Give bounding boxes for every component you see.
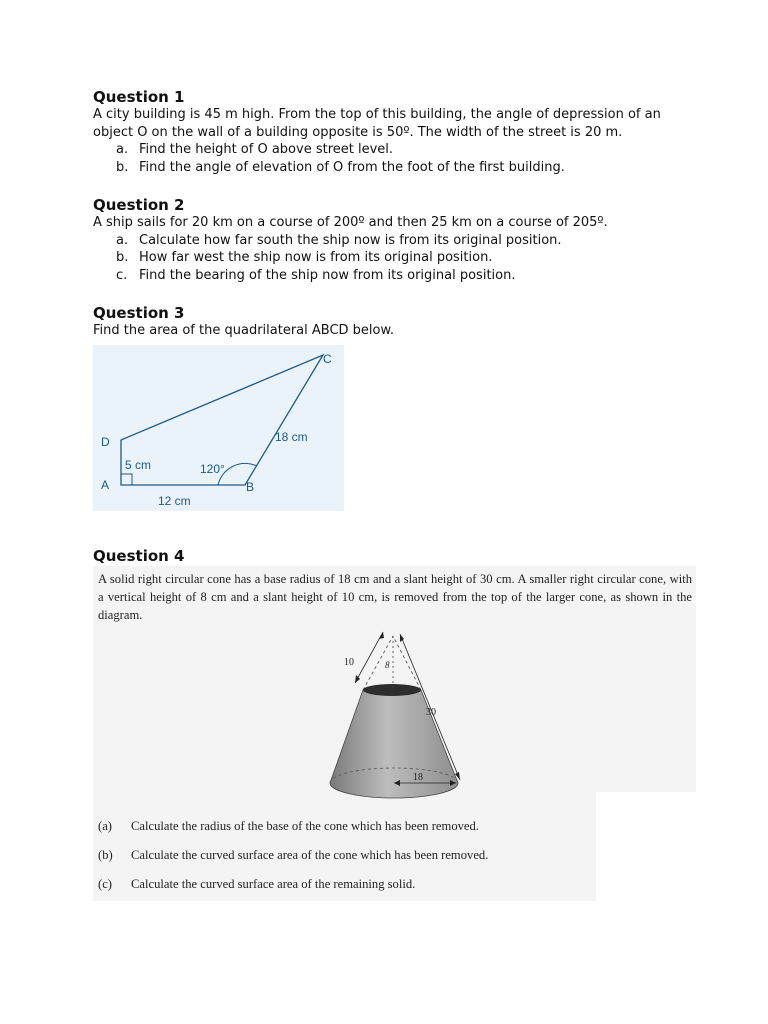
part-text: Find the bearing of the ship now from its original position. <box>139 267 516 283</box>
question-4-title: Question 4 <box>93 547 185 565</box>
question-1 <box>93 88 693 176</box>
question-1-title: Question 1 <box>93 88 185 106</box>
arrow-head <box>400 634 404 642</box>
vertex-label-d: D <box>101 435 110 449</box>
label-radius: 18 <box>413 772 423 783</box>
part-text: Calculate the curved surface area of the remaining solid. <box>131 877 416 891</box>
question-4-part-b <box>98 848 488 863</box>
quadrilateral-figure <box>93 345 344 511</box>
question-2-part-a <box>93 232 693 250</box>
side-label-bc: 18 cm <box>275 430 308 444</box>
right-angle-marker <box>121 474 132 485</box>
part-label: c. <box>116 267 128 283</box>
part-label: a. <box>116 142 129 157</box>
part-label: (a) <box>98 819 112 833</box>
part-label: a. <box>116 232 129 248</box>
frustum-body <box>330 690 458 798</box>
side-label-ab: 12 cm <box>158 494 191 508</box>
question-3-title: Question 3 <box>93 304 185 322</box>
question-4 <box>93 547 693 565</box>
part-text: Find the angle of elevation of O from the foot of the first building. <box>139 159 565 175</box>
cone-diagram <box>323 628 473 803</box>
part-label: (b) <box>98 848 113 862</box>
question-2-title: Question 2 <box>93 196 185 214</box>
quadrilateral-diagram <box>93 345 344 511</box>
question-4-part-c <box>98 877 415 892</box>
angle-label-b: 120° <box>200 462 225 476</box>
label-big-slant: 30 <box>426 707 436 718</box>
part-label: (c) <box>98 877 112 891</box>
part-text: Calculate the radius of the base of the cone which has been removed. <box>131 819 479 833</box>
question-2-part-b <box>93 249 693 267</box>
cut-top-face <box>363 684 421 696</box>
question-1-part-a <box>93 141 693 159</box>
question-2 <box>93 196 693 284</box>
question-4-intro: A solid right circular cone has a base radius of 18 cm and a slant height of 30 cm. A smaller right circular cone, with a vertical height of 8 cm and a slant height of 10 cm, is removed from the top of the larger cone, as shown in the diagram. <box>98 572 692 622</box>
vertex-label-a: A <box>101 478 110 492</box>
vertex-label-c: C <box>323 352 332 366</box>
question-1-part-b <box>93 159 693 177</box>
part-label: b. <box>116 159 129 175</box>
label-small-slant: 10 <box>344 657 354 668</box>
arrow-head <box>379 632 384 639</box>
removed-cone-edge-right <box>393 636 421 690</box>
part-label: b. <box>116 250 129 265</box>
question-3 <box>93 304 693 340</box>
question-3-text: Find the area of the quadrilateral ABCD below. <box>93 323 395 338</box>
part-text: How far west the ship now is from its original position. <box>139 250 493 265</box>
part-text: Calculate the curved surface area of the cone which has been removed. <box>131 848 489 862</box>
label-small-height: 8 <box>385 660 390 670</box>
cone-svg <box>323 628 473 803</box>
arrow-head <box>355 675 360 683</box>
vertex-label-b: B <box>246 480 255 494</box>
question-2-text: A ship sails for 20 km on a course of 200º and then 25 km on a course of 205º. <box>93 215 608 230</box>
question-1-text: A city building is 45 m high. From the top of this building, the angle of depression of an object O on the wall of a building opposite is 50º. The width of the street is 20 m. <box>93 107 661 140</box>
scan-patch <box>596 792 696 901</box>
question-4-scan <box>93 566 696 901</box>
small-slant-arrow <box>355 632 383 683</box>
part-text: Calculate how far south the ship now is from its original position. <box>139 232 562 248</box>
question-4-part-a <box>98 819 479 834</box>
question-2-part-c <box>93 267 693 285</box>
part-text: Find the height of O above street level. <box>139 142 394 157</box>
side-label-ad: 5 cm <box>125 458 152 472</box>
